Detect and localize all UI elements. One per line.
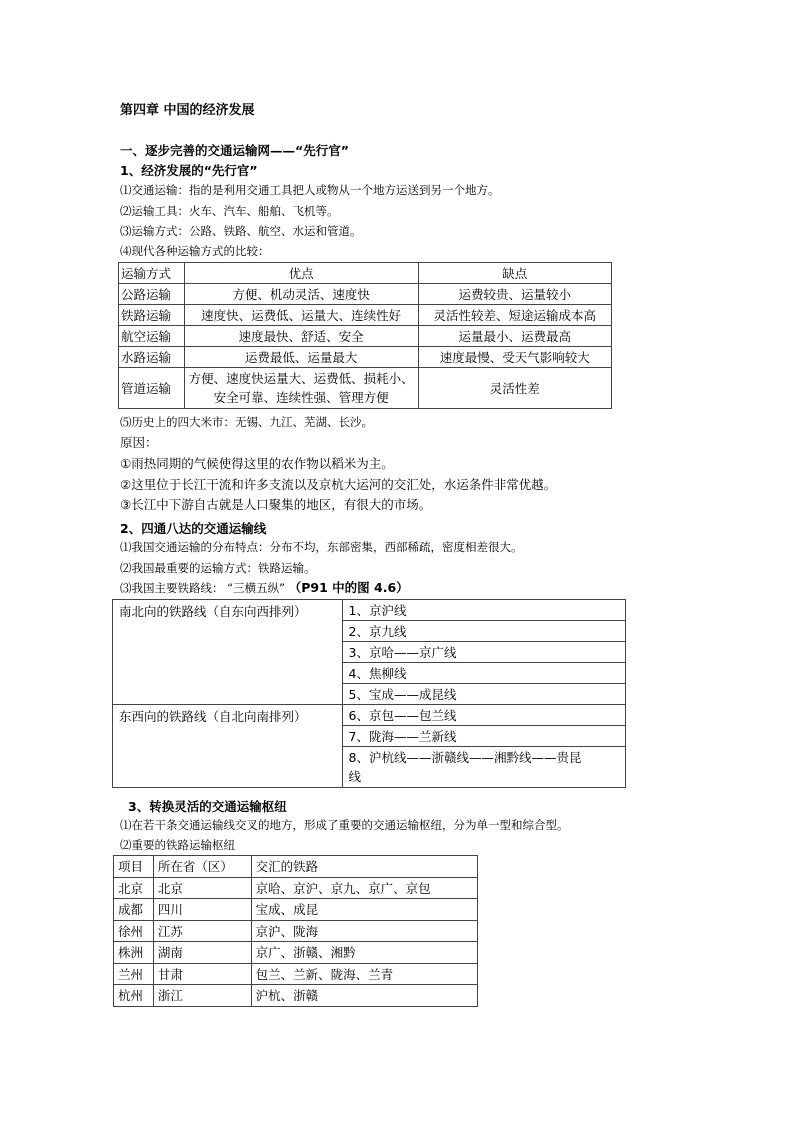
table-row	[114, 942, 478, 964]
transport-comparison-table	[118, 262, 612, 409]
line-cell: 7、陇海——兰新线	[342, 726, 625, 747]
header-cell: 所在省（区）	[153, 856, 251, 878]
ew-label-cell: 东西向的铁路线（自北向南排列）	[113, 705, 343, 788]
cons-cell: 速度最慢、受天气影响较大	[418, 347, 611, 368]
hub-cell: 成都	[114, 899, 154, 921]
figure-reference: （P91 中的图 4.6）	[288, 580, 409, 595]
hub-cell: 北京	[114, 877, 154, 899]
paragraph: ⑵我国最重要的运输方式：铁路运输。	[120, 561, 316, 575]
mode-cell: 水路运输	[119, 347, 185, 368]
pros-cell: 速度最快、舒适、安全	[184, 326, 418, 347]
ns-label-cell: 南北向的铁路线（自东向西排列）	[113, 600, 343, 705]
paragraph: ⑵运输工具：火车、汽车、船舶、飞机等。	[120, 204, 339, 218]
railways-cell: 宝成、成昆	[251, 899, 477, 921]
hub-cell: 兰州	[114, 963, 154, 985]
table-row	[119, 347, 612, 368]
province-cell: 湖南	[153, 942, 251, 964]
header-cell: 交汇的铁路	[251, 856, 477, 878]
table-row	[114, 963, 478, 985]
table-header-row	[114, 856, 478, 878]
line-cell: 2、京九线	[342, 621, 625, 642]
table-row	[114, 899, 478, 921]
line-text: 线	[348, 769, 362, 784]
table-row	[119, 305, 612, 326]
province-cell: 甘肃	[153, 963, 251, 985]
line-text: 8、沪杭线——浙赣线——湘黔线——贵昆	[348, 750, 582, 765]
line-cell: 1、京沪线	[342, 600, 625, 621]
paragraph: ⑵重要的铁路运输枢纽	[120, 838, 235, 852]
line-cell: 4、焦柳线	[342, 663, 625, 684]
subsection-heading-2: 2、四通八达的交通运输线	[120, 521, 267, 536]
line-cell: 5、宝成——成昆线	[342, 684, 625, 705]
subsection-heading-1: 1、经济发展的“先行官”	[120, 163, 258, 178]
table-row	[119, 326, 612, 347]
pros-line: 方便、速度快运量大、运费低、损耗小、	[188, 371, 414, 386]
header-cell: 运输方式	[119, 263, 185, 284]
mode-cell: 公路运输	[119, 284, 185, 305]
table-row	[113, 600, 626, 621]
chapter-title: 第四章 中国的经济发展	[120, 103, 255, 118]
pros-cell: 运费最低、运量最大	[184, 347, 418, 368]
paragraph: ⑷现代各种运输方式的比较：	[120, 244, 270, 258]
header-cell: 优点	[184, 263, 418, 284]
hub-cell: 株洲	[114, 942, 154, 964]
reason-item: ③长江中下游自古就是人口聚集的地区，有很大的市场。	[120, 497, 432, 512]
paragraph: ⑸历史上的四大米市：无锡、九江、芜湖、长沙。	[120, 415, 373, 429]
cons-cell: 灵活性差	[418, 368, 611, 409]
railways-cell: 京广、浙赣、湘黔	[251, 942, 477, 964]
pros-cell	[184, 368, 418, 409]
table-row	[119, 368, 612, 409]
pros-cell: 速度快、运费低、运量大、连续性好	[184, 305, 418, 326]
line-cell	[342, 747, 625, 788]
paragraph: ⑶运输方式：公路、铁路、航空、水运和管道。	[120, 224, 362, 238]
line-cell: 3、京哈——京广线	[342, 642, 625, 663]
mode-cell: 航空运输	[119, 326, 185, 347]
province-cell: 四川	[153, 899, 251, 921]
pros-cell: 方便、机动灵活、速度快	[184, 284, 418, 305]
railways-cell: 京哈、京沪、京九、京广、京包	[251, 877, 477, 899]
paragraph-text: ⑶我国主要铁路线： “三横五纵”	[120, 581, 286, 595]
hub-cell: 杭州	[114, 985, 154, 1007]
header-cell: 缺点	[418, 263, 611, 284]
railways-cell: 包兰、兰新、陇海、兰青	[251, 963, 477, 985]
reason-item: ①雨热同期的气候使得这里的农作物以稻米为主。	[120, 456, 394, 471]
paragraph: ⑴在若干条交通运输线交叉的地方，形成了重要的交通运输枢纽，分为单一型和综合型。	[120, 818, 569, 832]
reason-item: ②这里位于长江干流和许多支流以及京杭大运河的交汇处，水运条件非常优越。	[120, 477, 557, 492]
mode-cell: 管道运输	[119, 368, 185, 409]
province-cell: 浙江	[153, 985, 251, 1007]
table-row	[114, 920, 478, 942]
table-header-row	[119, 263, 612, 284]
pros-line: 安全可靠、连续性强、管理方便	[213, 390, 389, 405]
railway-lines-table	[112, 599, 626, 788]
paragraph	[120, 580, 409, 596]
province-cell: 江苏	[153, 920, 251, 942]
table-row	[113, 705, 626, 726]
cons-cell: 灵活性较差、短途运输成本高	[418, 305, 611, 326]
reason-label: 原因：	[120, 435, 158, 450]
paragraph: ⑴交通运输：指的是利用交通工具把人或物从一个地方运送到另一个地方。	[120, 183, 500, 197]
province-cell: 北京	[153, 877, 251, 899]
header-cell: 项目	[114, 856, 154, 878]
paragraph: ⑴我国交通运输的分布特点：分布不均，东部密集，西部稀疏，密度相差很大。	[120, 540, 523, 554]
line-cell: 6、京包——包兰线	[342, 705, 625, 726]
railways-cell: 京沪、陇海	[251, 920, 477, 942]
table-row	[114, 985, 478, 1007]
table-row	[119, 284, 612, 305]
cons-cell: 运费较贵、运量较小	[418, 284, 611, 305]
mode-cell: 铁路运输	[119, 305, 185, 326]
subsection-heading-3: 3、转换灵活的交通运输枢纽	[128, 799, 287, 814]
section-heading: 一、逐步完善的交通运输网——“先行官”	[120, 143, 349, 158]
table-row	[114, 877, 478, 899]
railway-hubs-table	[113, 855, 478, 1007]
hub-cell: 徐州	[114, 920, 154, 942]
railways-cell: 沪杭、浙赣	[251, 985, 477, 1007]
cons-cell: 运量最小、运费最高	[418, 326, 611, 347]
